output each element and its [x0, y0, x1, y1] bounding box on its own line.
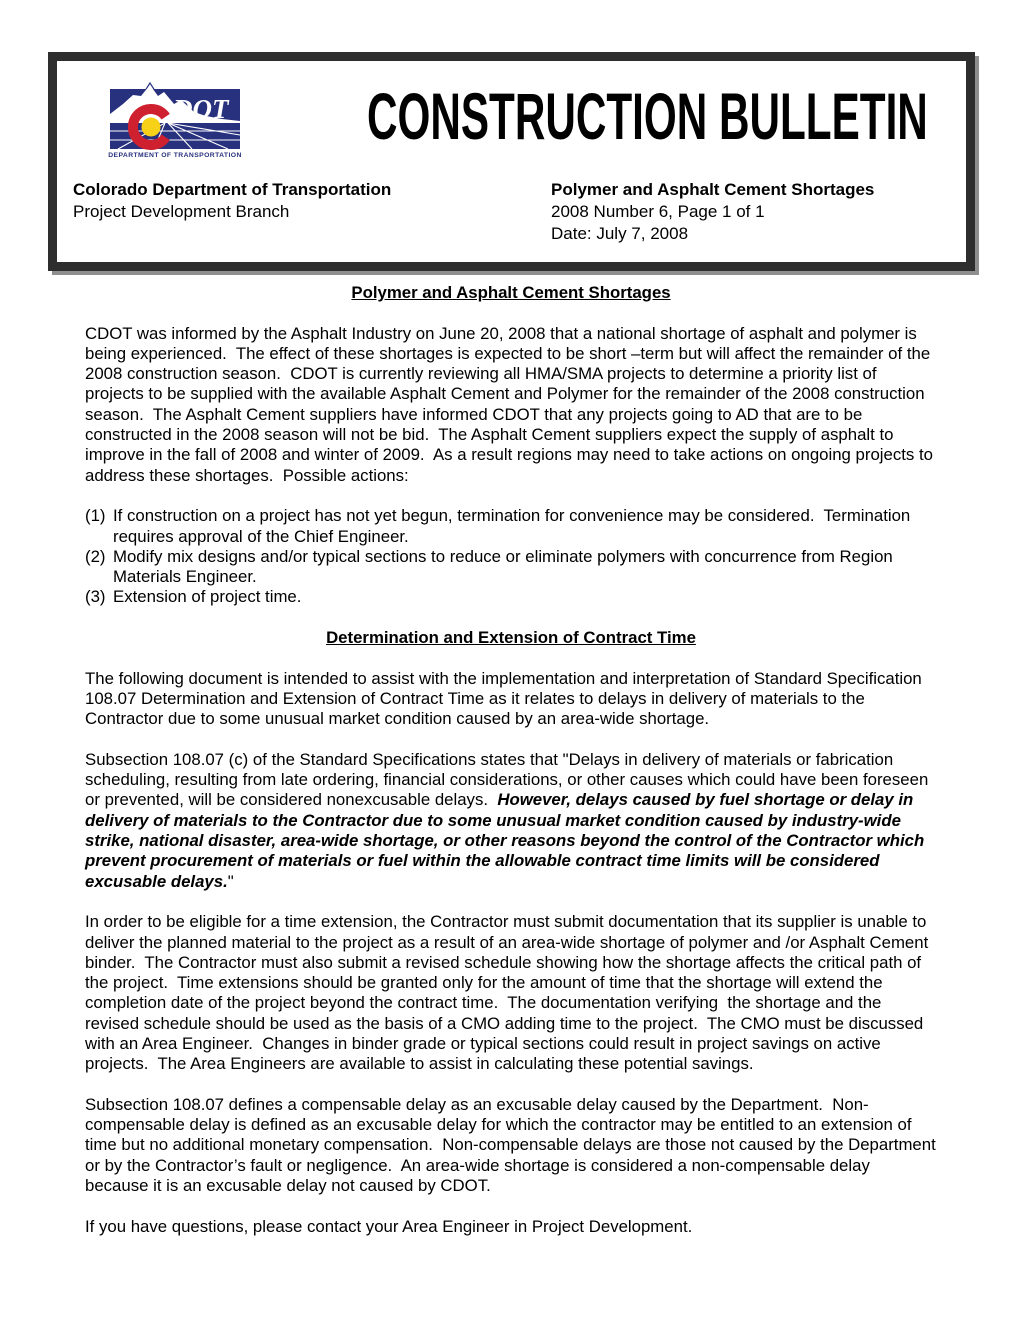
quote-normal-text: Subsection 108.07 (c) of the Standard Specifications states that "Delays in delivery of materials or fabrication scheduling, resulting from late ordering, financial considerations, or other causes which could have been foreseen or prevented, will be considered nonexcusable delays. [85, 749, 933, 810]
paragraph-compensable-delay: Subsection 108.07 defines a compensable delay as an excusable delay caused by the Department. Non-compensable delay is defined as an excusable delay for which the contractor may be entitled to an extension of time but no additional monetary compensation. Non-compensable delays are those not caused by the Department or by the Contractor’s fault or negligence. An area-wide shortage is considered a non-compensable delay because it is an excusable delay not caused by CDOT. [85, 1094, 941, 1196]
bulletin-subject: Polymer and Asphalt Cement Shortages [551, 180, 875, 199]
paragraph-purpose: The following document is intended to assist with the implementation and interpretation of Standard Specification 108.07 Determination and Extension of Contract Time as it relates to delays in delivery of materials to the Contractor due to some unusual market condition caused by an area-wide shortage. [85, 668, 927, 729]
header-info-right [551, 179, 874, 245]
bulletin-title: CONSTRUCTION BULLETIN [367, 79, 928, 153]
branch-name: Project Development Branch [73, 202, 290, 221]
paragraph-time-extension: In order to be eligible for a time extension, the Contractor must submit documentation that its supplier is unable to deliver the planned material to the project as a result of an area-wide shortage of polymer and /or Asphalt Cement binder. The Contractor must also submit a revised schedule showing how the shortage affects the critical path of the project. Time extensions should be granted only for the amount of time that the shortage will extend the completion date of the project beyond the contract time. The documentation verifying the shortage and the revised schedule should be used as the basis of a CMO adding time to the project. The CMO must be discussed with an Area Engineer. Changes in binder grade or typical sections could result in project savings on active projects. The Area Engineers are available to assist in calculating these potential savings. [85, 912, 933, 1074]
list-item-text: If construction on a project has not yet begun, termination for convenience may be considered. Termination requires approval of the Chief Engineer. [113, 506, 915, 546]
bulletin-header-box [48, 52, 975, 271]
list-marker: (1) [85, 506, 106, 526]
logo-c-center [142, 118, 161, 137]
quote-emphasized-text: However, delays caused by fuel shortage or delay in delivery of materials to the Contractor due to some unusual market condition caused by industry-wide strike, national disaster, area-wide shortage, or other reasons beyond the control of the Contractor which prevent procurement of materials or fuel within the allowable contract time limits will be considered excusable delays. [85, 790, 929, 891]
list-item [85, 547, 937, 588]
cdot-logo [108, 83, 242, 159]
list-item [85, 587, 937, 607]
quote-closing-mark: " [227, 871, 234, 891]
list-item-text: Extension of project time. [113, 587, 302, 607]
possible-actions-list [85, 506, 937, 607]
bulletin-number-page: 2008 Number 6, Page 1 of 1 [551, 202, 765, 221]
org-name: Colorado Department of Transportation [73, 180, 392, 199]
paragraph-contact: If you have questions, please contact your Area Engineer in Project Development. [85, 1216, 693, 1236]
logo-caption: DEPARTMENT OF TRANSPORTATION [108, 152, 242, 159]
list-marker: (3) [85, 587, 106, 607]
list-item [85, 506, 937, 547]
section-heading-contract-time: Determination and Extension of Contract Time [326, 628, 696, 648]
logo-dot-text: DOT [173, 94, 229, 124]
cdot-logo-icon [110, 83, 240, 149]
paragraph-intro: CDOT was informed by the Asphalt Industry on June 20, 2008 that a national shortage of asphalt and polymer is being experienced. The effect of these shortages is expected to be short –term but will affect the remainder of the 2008 construction season. CDOT is currently reviewing all HMA/SMA projects to determine a priority list of projects to be supplied with the available Asphalt Cement and Polymer for the remainder of the 2008 construction season. The Asphalt Cement suppliers have informed CDOT that any projects going to AD that are to be constructed in the 2008 season will not be bid. The Asphalt Cement suppliers expect the supply of asphalt to improve in the fall of 2008 and winter of 2009. As a result regions may need to take actions on ongoing projects to address these shortages. Possible actions: [85, 323, 938, 485]
section-heading-shortages: Polymer and Asphalt Cement Shortages [351, 283, 671, 302]
document-body [85, 283, 941, 1257]
header-info-left [73, 179, 391, 223]
list-item-text: Modify mix designs and/or typical sections to reduce or eliminate polymers with concurrence from Region Materials Engineer. [113, 546, 898, 587]
bulletin-date: Date: July 7, 2008 [551, 224, 689, 243]
list-marker: (2) [85, 546, 106, 566]
paragraph-specification-quote [85, 750, 937, 892]
